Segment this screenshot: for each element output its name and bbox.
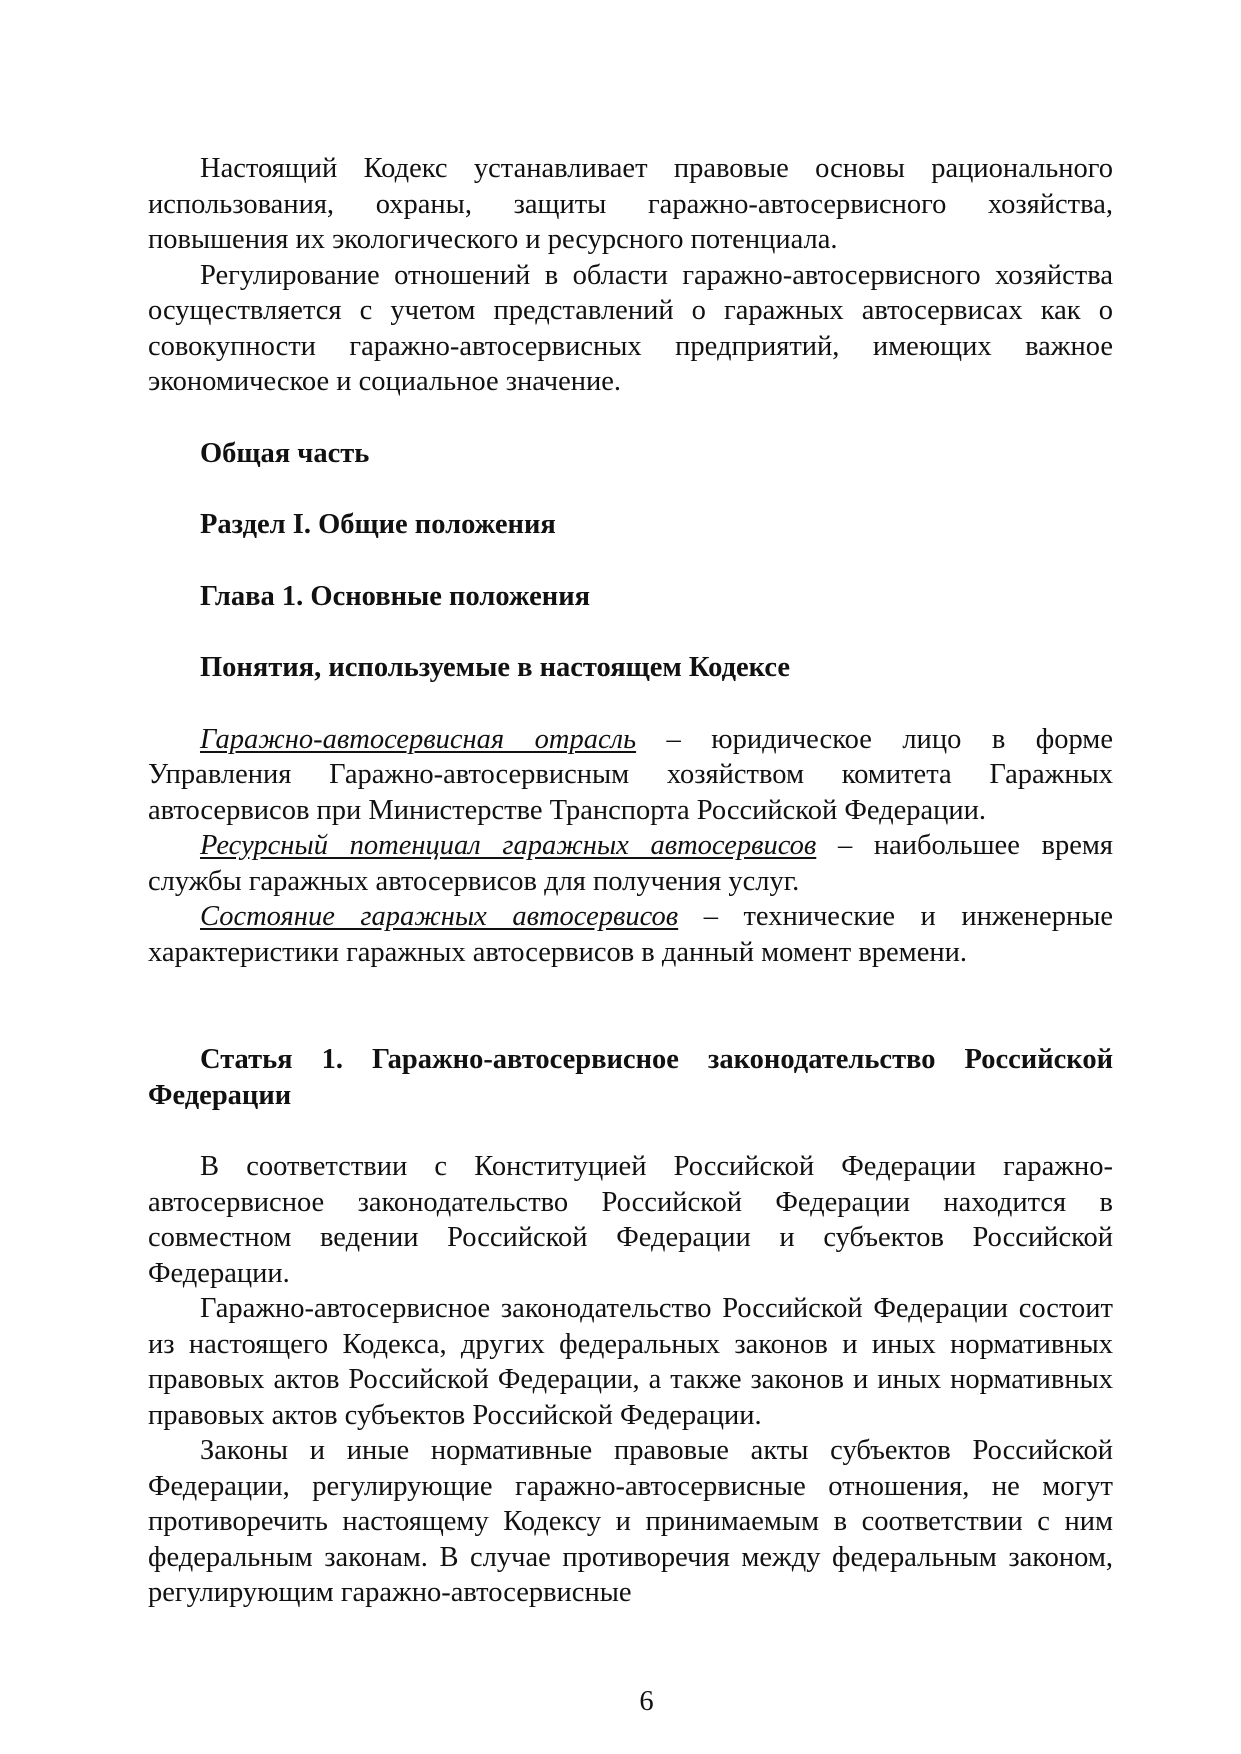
article-1-paragraph: Законы и иные нормативные правовые акты субъектов Российской Федерации, регулирующие гаражно-автосервисные отношения, не могут противоречить настоящему Кодексу и принимаемым в соответствии с ним федеральным законам. В случае противоречия между федеральным законом, регулирующим гаражно-автосервисные	[148, 1435, 1113, 1608]
heading-general-part: Общая часть	[200, 437, 370, 469]
definition-paragraph	[148, 828, 1113, 899]
heading-chapter-1: Глава 1. Основные положения	[200, 580, 591, 612]
intro-paragraph-1: Настоящий Кодекс устанавливает правовые основы рационального использования, охраны, защиты гаражно-автосервисного хозяйства, повышения их экологического и ресурсного потенциала.	[148, 153, 1113, 255]
definition-text: – наибольшее время службы гаражных автосервисов для получения услуг.	[148, 830, 1114, 897]
article-1-title: Статья 1. Гаражно-автосервисное законодательство Российской Федерации	[148, 1044, 1113, 1111]
intro-paragraph-2: Регулирование отношений в области гаражно-автосервисного хозяйства осуществляется с учетом представлений о гаражных автосервисах как о совокупности гаражно-автосервисных предприятий, имеющих важное экономическое и социальное значение.	[148, 259, 1113, 397]
definition-text: – юридическое лицо в форме Управления Гаражно-автосервисным хозяйством комитета Гаражных автосервисов при Министерстве Транспорта Российской Федерации.	[148, 723, 1113, 826]
document-body	[148, 151, 1113, 1611]
definition-term: Состояние гаражных автосервисов	[200, 901, 679, 932]
heading-section-1: Раздел I. Общие положения	[200, 509, 556, 540]
page-number: 6	[639, 1686, 654, 1717]
definition-paragraph	[148, 722, 1113, 829]
article-1-paragraph: Гаражно-автосервисное законодательство Российской Федерации состоит из настоящего Кодекса, других федеральных законов и иных нормативных правовых актов Российской Федерации, а также законов и иных нормативных правовых актов субъектов Российской Федерации.	[148, 1293, 1113, 1431]
definition-text: – технические и инженерные характеристики гаражных автосервисов в данный момент времени.	[148, 901, 1114, 968]
definition-term: Ресурсный потенциал гаражных автосервисов	[200, 830, 817, 861]
definition-paragraph	[148, 899, 1113, 970]
article-1-paragraph: В соответствии с Конституцией Российской Федерации гаражно-автосервисное законодательство Российской Федерации находится в совместном ведении Российской Федерации и субъектов Российской Федерации.	[148, 1151, 1113, 1289]
heading-concepts: Понятия, используемые в настоящем Кодексе	[200, 652, 791, 683]
definition-term: Гаражно-автосервисная отрасль	[200, 723, 637, 755]
